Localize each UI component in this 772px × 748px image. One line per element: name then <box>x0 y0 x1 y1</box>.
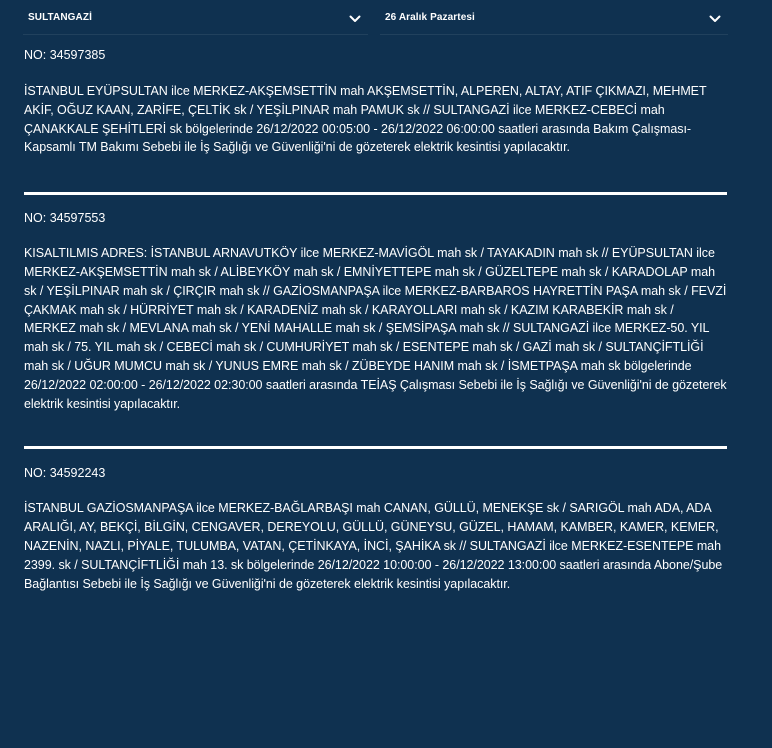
date-select[interactable] <box>380 3 728 35</box>
record-description: KISALTILMIS ADRES: İSTANBUL ARNAVUTKÖY ilce MERKEZ-MAVİGÖL mah sk / TAYAKADIN mah sk // EYÜPSULTAN ilce MERKEZ-AKŞEMSETTİN mah sk / ALİBEYKÖY mah sk / EMNİYETTEPE mah sk / GÜZELTEPE mah sk / KARADOLAP mah sk / YEŞİLPINAR mah sk / ÇIRÇIR mah sk // GAZİOSMANPAŞA ilce MERKEZ-BARBAROS HAYRETTİN PAŞA mah sk / FEVZİ ÇAKMAK mah sk / HÜRRİYET mah sk / KARADENİZ mah sk / KARAYOLLARI mah sk / KAZIM KARABEKİR mah sk / MERKEZ mah sk / MEVLANA mah sk / YENİ MAHALLE mah sk / ŞEMSİPAŞA mah sk // SULTANGAZİ ilce MERKEZ-50. YIL mah sk / 75. YIL mah sk / CEBECİ mah sk / CUMHURİYET mah sk / ESENTEPE mah sk / GAZİ mah sk / SULTANÇİFTLİĞİ mah sk / UĞUR MUMCU mah sk / YUNUS EMRE mah sk / ZÜBEYDE HANIM mah sk / İSMETPAŞA mah sk bölgelerinde 26/12/2022 02:00:00 - 26/12/2022 02:30:00 saatleri arasında TEİAŞ Çalışması Sebebi ile İş Sağlığı ve Güvenliği'ni de gözeterek elektrik kesintisi yapılacaktır. <box>24 246 727 411</box>
filter-bar <box>0 0 772 40</box>
outage-record <box>24 47 728 157</box>
outage-record <box>24 210 728 413</box>
divider <box>24 446 727 449</box>
record-description: İSTANBUL EYÜPSULTAN ilce MERKEZ-AKŞEMSETTİN mah AKŞEMSETTİN, ALPEREN, ALTAY, ATIF ÇIKMAZI, MEHMET AKİF, OĞUZ KAAN, ZARİFE, ÇELTİK sk / YEŞİLPINAR mah PAMUK sk // SULTANGAZİ ilce MERKEZ-CEBECİ mah ÇANAKKALE ŞEHİTLERİ sk bölgelerinde 26/12/2022 00:05:00 - 26/12/2022 06:00:00 saatleri arasında Bakım Çalışması-Kapsamlı TM Bakımı Sebebi ile İş Sağlığı ve Güvenliği'ni de gözeterek elektrik kesintisi yapılacaktır. <box>24 84 707 155</box>
record-description: İSTANBUL GAZİOSMANPAŞA ilce MERKEZ-BAĞLARBAŞI mah CANAN, GÜLLÜ, MENEKŞE sk / SARIGÖL mah ADA, ADA ARALIĞI, AY, BEKÇİ, BİLGİN, CENGAVER, DEREYOLU, GÜLLÜ, GÜNEYSU, GÜZEL, HAMAM, KAMBER, KAMER, KEMER, NAZENİN, NAZLI, PİYALE, TULUMBA, VATAN, ÇETİNKAYA, İNCİ, ŞAHİKA sk // SULTANGAZİ ilce MERKEZ-ESENTEPE mah 2399. sk / SULTANÇİFTLİĞİ mah 13. sk bölgelerinde 26/12/2022 10:00:00 - 26/12/2022 13:00:00 saatleri arasında Abone/Şube Bağlantısı Sebebi ile İş Sağlığı ve Güvenliği'ni de gözeterek elektrik kesintisi yapılacaktır. <box>24 501 723 591</box>
date-select-value: 26 Aralık Pazartesi <box>385 12 475 23</box>
chevron-down-icon <box>348 12 362 26</box>
record-number: NO: 34597385 <box>24 48 106 62</box>
district-select-value: SULTANGAZİ <box>28 12 92 23</box>
district-select[interactable] <box>23 3 368 35</box>
chevron-down-icon <box>708 12 722 26</box>
divider <box>24 192 727 195</box>
record-number: NO: 34592243 <box>24 466 106 481</box>
outage-record <box>24 465 728 593</box>
outage-list <box>24 40 728 593</box>
record-number: NO: 34597553 <box>24 211 106 226</box>
